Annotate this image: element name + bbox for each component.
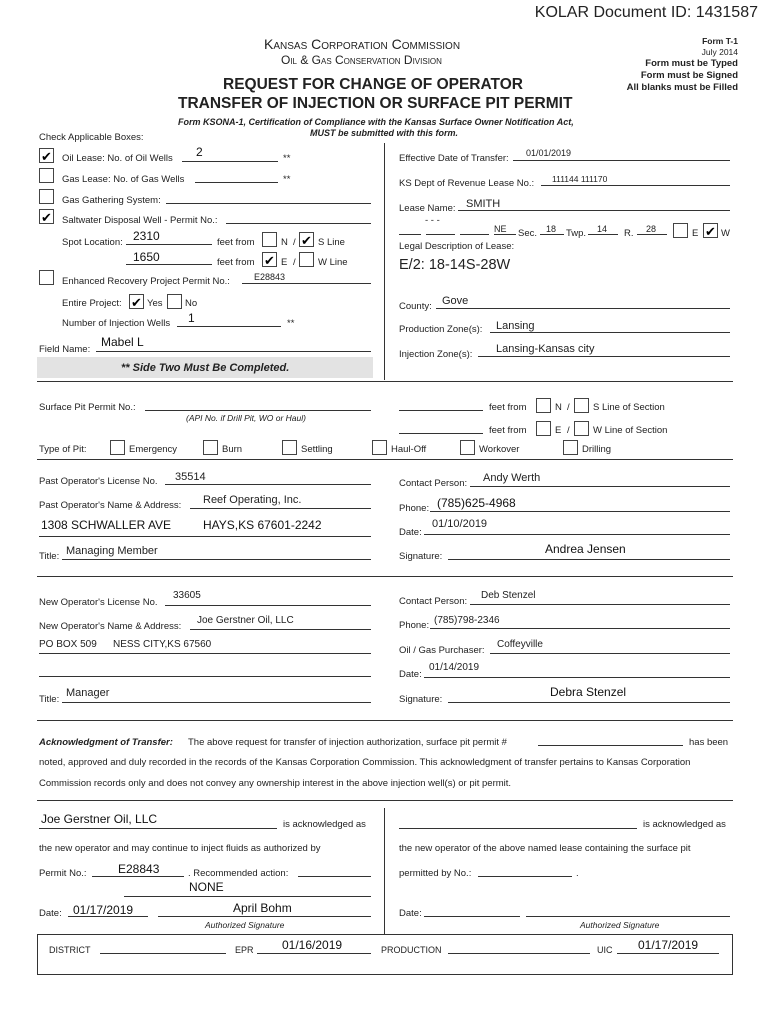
new-title-value[interactable]: Manager: [66, 687, 110, 699]
county-value[interactable]: Gove: [442, 295, 469, 307]
new-date-value[interactable]: 01/14/2019: [429, 662, 480, 673]
new-address-line1[interactable]: PO BOX 509: [39, 639, 97, 650]
pit-s-label: S Line of Section: [593, 402, 665, 413]
new-signature-line: [448, 702, 730, 703]
spot-e-checkbox[interactable]: ✔: [262, 252, 277, 267]
production-zone-value[interactable]: Lansing: [496, 320, 535, 332]
legal-description-label: Legal Description of Lease:: [399, 241, 515, 252]
footer-epr-line: [257, 953, 371, 954]
gas-wells-line[interactable]: [195, 182, 278, 183]
ack-date-line-right[interactable]: [424, 916, 520, 917]
new-contact-line: [470, 604, 730, 605]
type-of-pit-label: Type of Pit:: [39, 444, 87, 455]
injection-zone-label: Injection Zone(s):: [399, 349, 473, 360]
pit-burn-label: Burn: [222, 444, 243, 455]
pit-hauloff-checkbox[interactable]: [372, 440, 387, 455]
past-title-line: [62, 559, 371, 560]
quarter-dashes: - - -: [425, 215, 440, 226]
range-e-checkbox[interactable]: [673, 223, 688, 238]
spot-ft1-value[interactable]: 2310: [133, 229, 160, 243]
gas-wells-stars: **: [283, 174, 291, 185]
spot-slash-1: /: [293, 237, 296, 248]
divider-4: [37, 720, 733, 721]
past-address-line1[interactable]: 1308 SCHWALLER AVE: [41, 518, 172, 532]
new-contact-value[interactable]: Deb Stenzel: [481, 590, 536, 601]
production-zone-line: [490, 332, 730, 333]
past-phone-line: [430, 511, 730, 512]
ack-permit-line[interactable]: [538, 745, 683, 746]
ack-signer-value[interactable]: April Bohm: [233, 901, 292, 915]
ack-line1: The above request for transfer of injection authorization, surface pit permit #: [188, 737, 507, 748]
oil-wells-line: [182, 161, 278, 162]
range-w-label: W: [721, 228, 730, 239]
past-signature-value[interactable]: Andrea Jensen: [545, 542, 626, 556]
pit-settling-checkbox[interactable]: [282, 440, 297, 455]
spot-n-checkbox[interactable]: [262, 232, 277, 247]
ack-permit-no-line: [92, 876, 184, 877]
oil-lease-checkbox[interactable]: ✔: [39, 148, 54, 163]
spot-w-label: W Line: [318, 257, 348, 268]
ack-signer-line-right[interactable]: [526, 916, 730, 917]
pit-burn-checkbox[interactable]: [203, 440, 218, 455]
lease-name-label: Lease Name:: [399, 203, 456, 214]
new-title-line: [62, 702, 371, 703]
new-address-line2[interactable]: NESS CITY,KS 67560: [113, 639, 212, 650]
ack-right-text: the new operator of the above named lease containing the surface pit: [399, 843, 691, 854]
spot-ft2-value[interactable]: 1650: [133, 250, 160, 264]
pit-workover-label: Workover: [479, 444, 520, 455]
ack-date-value[interactable]: 01/17/2019: [73, 903, 134, 917]
new-license-label: New Operator's License No.: [39, 597, 158, 608]
range-value[interactable]: 28: [646, 224, 657, 234]
pit-w-checkbox[interactable]: [574, 421, 589, 436]
footer-district-line[interactable]: [100, 953, 226, 954]
new-license-line: [165, 605, 371, 606]
range-line: [637, 234, 667, 235]
field-name-label: Field Name:: [39, 344, 91, 355]
gas-gathering-line[interactable]: [166, 203, 371, 204]
agency-name: Kansas Corporation Commission: [264, 36, 461, 52]
pit-drilling-label: Drilling: [582, 444, 612, 455]
effective-date-line: [513, 160, 730, 161]
entire-project-yes-checkbox[interactable]: ✔: [129, 294, 144, 309]
pit-e-checkbox[interactable]: [536, 421, 551, 436]
range-e-label: E: [692, 228, 699, 239]
requirement-typed: Form must be Typed: [645, 58, 738, 69]
spot-location-label: Spot Location:: [62, 237, 123, 248]
new-address-line: [39, 653, 371, 654]
form-date: July 2014: [701, 47, 738, 57]
spot-e-label: E: [281, 257, 288, 268]
enhanced-no-value[interactable]: E28843: [254, 272, 286, 282]
enhanced-recovery-label: Enhanced Recovery Project Permit No.:: [62, 276, 230, 287]
ack-line2: noted, approved and duly recorded in the records of the Kansas Corporation Commission. This acknowledgment of transfer pertains to Kansas Corporation: [39, 757, 691, 768]
new-address-extra-line[interactable]: [39, 676, 371, 677]
footer-epr: EPR: [235, 945, 254, 955]
surface-pit-label: Surface Pit Permit No.:: [39, 402, 136, 413]
new-phone-line: [430, 628, 730, 629]
entire-project-no-checkbox[interactable]: [167, 294, 182, 309]
past-date-label: Date:: [399, 527, 422, 538]
past-name-value[interactable]: Reef Operating, Inc.: [203, 494, 302, 506]
form-title-line2: TRANSFER OF INJECTION OR SURFACE PIT PERMIT: [178, 95, 573, 112]
injection-zone-line: [478, 356, 730, 357]
sec-line: [540, 234, 564, 235]
spot-w-checkbox[interactable]: [299, 252, 314, 267]
footer-district: DISTRICT: [49, 945, 91, 955]
new-purchaser-line: [490, 653, 730, 654]
form-number: Form T-1: [702, 36, 738, 46]
county-line: [436, 308, 730, 309]
new-date-line: [424, 677, 730, 678]
past-license-line: [165, 484, 371, 485]
pit-slash-1: /: [567, 402, 570, 413]
quarter-ne[interactable]: NE: [494, 224, 507, 234]
enhanced-recovery-checkbox[interactable]: [39, 270, 54, 285]
new-contact-label: Contact Person:: [399, 596, 468, 607]
past-signature-line: [448, 559, 730, 560]
injection-wells-stars: **: [287, 318, 295, 329]
past-license-value[interactable]: 35514: [175, 471, 206, 483]
ack-permitted-by-line[interactable]: [478, 876, 572, 877]
twp-label: Twp.: [566, 228, 587, 239]
pit-ft2-line[interactable]: [399, 433, 483, 434]
new-name-value[interactable]: Joe Gerstner Oil, LLC: [197, 615, 294, 626]
requirement-filled: All blanks must be Filled: [626, 82, 738, 93]
ksona-note-line2: MUST be submitted with this form.: [310, 128, 458, 138]
ack-is-acknowledged-right: is acknowledged as: [643, 819, 726, 830]
past-contact-line: [470, 486, 730, 487]
past-date-value[interactable]: 01/10/2019: [432, 518, 488, 530]
qtr-line-4: [494, 234, 516, 235]
past-date-line: [424, 534, 730, 535]
gas-lease-checkbox[interactable]: [39, 168, 54, 183]
spot-s-checkbox[interactable]: ✔: [299, 232, 314, 247]
api-note: (API No. if Drill Pit, WO or Haul): [186, 413, 306, 423]
ack-company-line: [39, 828, 277, 829]
footer-epr-date[interactable]: 01/16/2019: [282, 938, 343, 952]
ack-recommended-line: [298, 876, 371, 877]
swd-label: Saltwater Disposal Well - Permit No.:: [62, 215, 218, 226]
pit-drilling-checkbox[interactable]: [563, 440, 578, 455]
past-title-label: Title:: [39, 551, 60, 562]
ack-period: .: [576, 868, 579, 879]
pit-w-label: W Line of Section: [593, 425, 668, 436]
section-divider: [384, 143, 385, 380]
divider-5: [37, 800, 733, 801]
entire-project-label: Entire Project:: [62, 298, 122, 309]
pit-n-label: N: [555, 402, 562, 413]
requirement-signed: Form must be Signed: [640, 70, 738, 81]
range-w-checkbox[interactable]: ✔: [703, 223, 718, 238]
gas-lease-label: Gas Lease: No. of Gas Wells: [62, 174, 185, 185]
effective-date-value[interactable]: 01/01/2019: [526, 148, 572, 158]
pit-slash-2: /: [567, 425, 570, 436]
past-name-line: [190, 508, 371, 509]
spot-ft2-line: [126, 264, 212, 265]
past-phone-value[interactable]: (785)625-4968: [437, 496, 516, 510]
divider-1: [37, 381, 733, 382]
pit-e-label: E: [555, 425, 562, 436]
ack-lead: Acknowledgment of Transfer:: [39, 737, 173, 748]
ack-date-label: Date:: [39, 908, 62, 919]
ks-dept-label: KS Dept of Revenue Lease No.:: [399, 178, 535, 189]
pit-n-checkbox[interactable]: [536, 398, 551, 413]
past-address-line2[interactable]: HAYS,KS 67601-2242: [203, 518, 322, 532]
footer-production: PRODUCTION: [381, 945, 442, 955]
feet-from-label-1: feet from: [217, 237, 255, 248]
pit-hauloff-label: Haul-Off: [391, 444, 427, 455]
ack-divider: [384, 808, 385, 934]
injection-wells-value[interactable]: 1: [188, 311, 195, 325]
production-zone-label: Production Zone(s):: [399, 324, 483, 335]
new-phone-label: Phone:: [399, 620, 430, 631]
surface-pit-line[interactable]: [145, 410, 371, 411]
new-title-label: Title:: [39, 694, 60, 705]
range-label: R.: [624, 228, 634, 239]
swd-permit-line[interactable]: [226, 223, 371, 224]
ack-permit-label: Permit No.:: [39, 868, 87, 879]
county-label: County:: [399, 301, 432, 312]
past-contact-label: Contact Person:: [399, 478, 468, 489]
qtr-line-2[interactable]: [426, 234, 455, 235]
enhanced-no-line: [242, 283, 371, 284]
oil-lease-label: Oil Lease: No. of Oil Wells: [62, 153, 173, 164]
twp-value[interactable]: 14: [597, 224, 608, 234]
pit-s-checkbox[interactable]: [574, 398, 589, 413]
ack-left-text: the new operator and may continue to inject fluids as authorized by: [39, 843, 321, 854]
ack-signer-line: [158, 916, 371, 917]
ack-line3: Commission records only and does not convey any ownership interest in the above injection well(s) or pit permit.: [39, 778, 512, 789]
footer-uic-date[interactable]: 01/17/2019: [638, 938, 699, 952]
footer-uic-line: [617, 953, 719, 954]
ack-permitted-by-label: permitted by No.:: [399, 868, 472, 879]
feet-from-label-2: feet from: [217, 257, 255, 268]
ack-right-company-line[interactable]: [399, 828, 637, 829]
new-name-line: [190, 629, 371, 630]
footer-uic: UIC: [597, 945, 613, 955]
injection-wells-label: Number of Injection Wells: [62, 318, 171, 329]
spot-s-label: S Line: [318, 237, 345, 248]
new-purchaser-value[interactable]: Coffeyville: [497, 639, 543, 650]
past-license-label: Past Operator's License No.: [39, 476, 158, 487]
ks-dept-line: [541, 185, 730, 186]
new-signature-value[interactable]: Debra Stenzel: [550, 685, 627, 699]
past-signature-label: Signature:: [399, 551, 443, 562]
sec-label: Sec.: [518, 228, 538, 239]
new-signature-label: Signature:: [399, 694, 443, 705]
field-name-value[interactable]: Mabel L: [101, 335, 144, 349]
pit-emergency-checkbox[interactable]: [110, 440, 125, 455]
past-contact-value[interactable]: Andy Werth: [483, 472, 541, 484]
past-name-label: Past Operator's Name & Address:: [39, 500, 182, 511]
ack-action-line: [124, 896, 371, 897]
pit-feet-from-1: feet from: [489, 402, 527, 413]
spot-n-label: N: [281, 237, 288, 248]
past-phone-label: Phone:: [399, 503, 430, 514]
past-address-line: [39, 536, 371, 537]
pit-ft1-line[interactable]: [399, 410, 483, 411]
document-id: KOLAR Document ID: 1431587: [534, 4, 758, 21]
pit-feet-from-2: feet from: [489, 425, 527, 436]
swd-checkbox[interactable]: ✔: [39, 209, 54, 224]
ack-company[interactable]: Joe Gerstner Oil, LLC: [41, 812, 158, 826]
pit-emergency-label: Emergency: [129, 444, 178, 455]
division-name: Oil & Gas Conservation Division: [281, 53, 442, 67]
new-date-label: Date:: [399, 669, 422, 680]
footer-production-line[interactable]: [448, 953, 590, 954]
pit-workover-checkbox[interactable]: [460, 440, 475, 455]
new-name-label: New Operator's Name & Address:: [39, 621, 182, 632]
pit-settling-label: Settling: [301, 444, 333, 455]
ack-auth-signature-label-right: Authorized Signature: [580, 920, 660, 930]
effective-date-label: Effective Date of Transfer:: [399, 153, 509, 164]
entire-project-no-label: No: [185, 298, 198, 309]
check-boxes-label: Check Applicable Boxes:: [39, 132, 144, 143]
ack-date-label-right: Date:: [399, 908, 422, 919]
lease-name-line: [458, 210, 730, 211]
new-phone-value[interactable]: (785)798-2346: [434, 615, 500, 626]
ack-is-acknowledged-left: is acknowledged as: [283, 819, 366, 830]
new-license-value[interactable]: 33605: [173, 590, 201, 601]
ack-recommended-label: . Recommended action:: [188, 868, 289, 879]
side-two-notice: ** Side Two Must Be Completed.: [121, 362, 290, 374]
qtr-line-1[interactable]: [399, 234, 421, 235]
ack-action-value[interactable]: NONE: [189, 880, 224, 894]
spot-ft1-line: [126, 244, 212, 245]
ack-auth-signature-label: Authorized Signature: [205, 920, 285, 930]
qtr-line-3[interactable]: [460, 234, 489, 235]
gas-gathering-checkbox[interactable]: [39, 189, 54, 204]
ksona-note-line1: Form KSONA-1, Certification of Compliance with the Kansas Surface Owner Notification Act,: [178, 117, 574, 127]
ack-has-been: has been: [689, 737, 729, 748]
oil-wells-value[interactable]: 2: [196, 145, 203, 159]
divider-2: [37, 459, 733, 460]
ack-permit-value[interactable]: E28843: [118, 862, 160, 876]
oil-wells-stars: **: [283, 153, 291, 164]
injection-wells-line: [177, 326, 281, 327]
gas-gathering-label: Gas Gathering System:: [62, 195, 161, 206]
divider-3: [37, 576, 733, 577]
field-name-line: [96, 351, 371, 352]
entire-project-yes-label: Yes: [147, 298, 163, 309]
sec-value[interactable]: 18: [546, 224, 557, 234]
twp-line: [588, 234, 618, 235]
legal-description-value[interactable]: E/2: 18-14S-28W: [399, 257, 511, 273]
form-title-line1: REQUEST FOR CHANGE OF OPERATOR: [223, 76, 523, 93]
spot-slash-2: /: [293, 257, 296, 268]
new-purchaser-label: Oil / Gas Purchaser:: [399, 645, 485, 656]
ks-dept-value[interactable]: 111144 111170: [552, 174, 608, 184]
lease-name-value[interactable]: SMITH: [466, 198, 501, 210]
past-title-value[interactable]: Managing Member: [66, 545, 158, 557]
injection-zone-value[interactable]: Lansing-Kansas city: [496, 343, 595, 355]
